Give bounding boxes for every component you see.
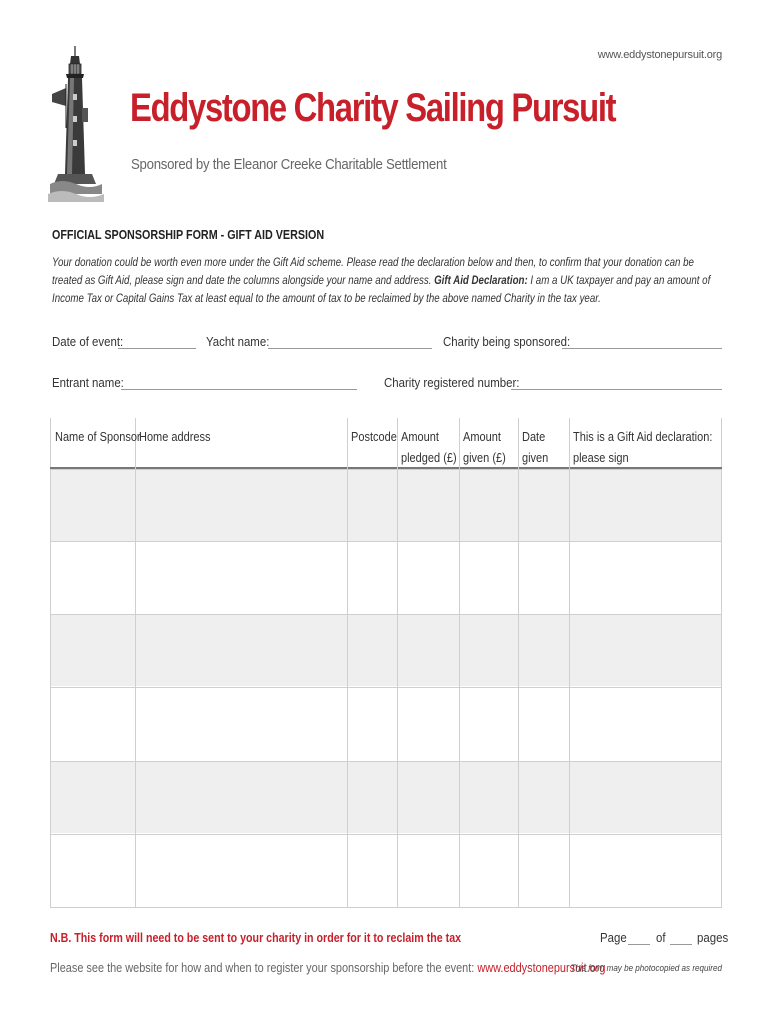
entrant-name-field[interactable] [121,389,357,390]
declaration-text: I am a UK taxpayer and pay an amount of Income Tax or Capital Gains Tax at least equal to the amount of tax to be reclaimed by the above named Charity in the tax year. [52,275,711,305]
page-title: Eddystone Charity Sailing Pursuit [130,86,616,130]
page-number-field[interactable] [628,944,650,945]
website-notice-text: Please see the website for how and when to register your sponsorship before the event: [50,960,475,975]
header-date-given [522,427,548,469]
lighthouse-logo [48,44,104,204]
intro-text: Your donation could be worth even more under the Gift Aid scheme. Please read the declaration below and then, to confirm that your donation can be treated as Gift Aid, please sign and date the columns alongside your name and address. [52,257,694,287]
website-notice [50,960,605,975]
header-gift-aid-signature [573,427,712,469]
column-divider [347,418,348,908]
header-gift-aid-line1: This is a Gift Aid declaration: [573,430,713,444]
declaration-label: Gift Aid Declaration: [434,275,528,287]
sponsorship-table [50,418,722,908]
column-divider [518,418,519,908]
table-border [50,418,722,908]
pages-word: pages [697,930,729,945]
header-home-address: Home address [139,430,211,444]
header-sponsor-name: Name of Sponsor [55,430,141,444]
entrant-name-label: Entrant name: [52,375,124,390]
column-divider [569,418,570,908]
header-date-given-line1: Date [522,430,546,444]
charity-sponsored-field[interactable] [562,348,722,349]
header-amount-given-line2: given (£) [463,451,506,465]
header-amount-pledged [401,427,457,469]
date-of-event-field[interactable] [118,348,196,349]
intro-paragraph [52,254,720,308]
website-link[interactable]: www.eddystonepursuit.org [477,960,606,975]
date-of-event-label: Date of event: [52,334,124,349]
header-amount-pledged-line2: pledged (£) [401,451,457,465]
header-amount-given [463,427,506,469]
website-url: www.eddystonepursuit.org [597,49,722,61]
page-subtitle: Sponsored by the Eleanor Creeke Charitable Settlement [131,156,447,173]
header-gift-aid-line2: please sign [573,451,629,465]
charity-number-field[interactable] [511,389,722,390]
header-postcode: Postcode [351,430,397,444]
of-word: of [656,930,666,945]
yacht-name-field[interactable] [268,348,432,349]
charity-sponsored-label: Charity being sponsored: [443,334,571,349]
yacht-name-label: Yacht name: [206,334,270,349]
photocopy-note: This form may be photocopied as required [570,963,722,974]
page-word: Page [600,930,627,945]
column-divider [397,418,398,908]
form-heading: OFFICIAL SPONSORSHIP FORM - GIFT AID VERSION [52,228,325,242]
header-date-given-line2: given [522,451,549,465]
header-amount-given-line1: Amount [463,430,501,444]
column-divider [459,418,460,908]
charity-number-label: Charity registered number: [384,375,520,390]
column-divider [135,418,136,908]
total-pages-field[interactable] [670,944,692,945]
header-amount-pledged-line1: Amount [401,430,439,444]
nb-notice: N.B. This form will need to be sent to your charity in order for it to reclaim the tax [50,930,462,945]
